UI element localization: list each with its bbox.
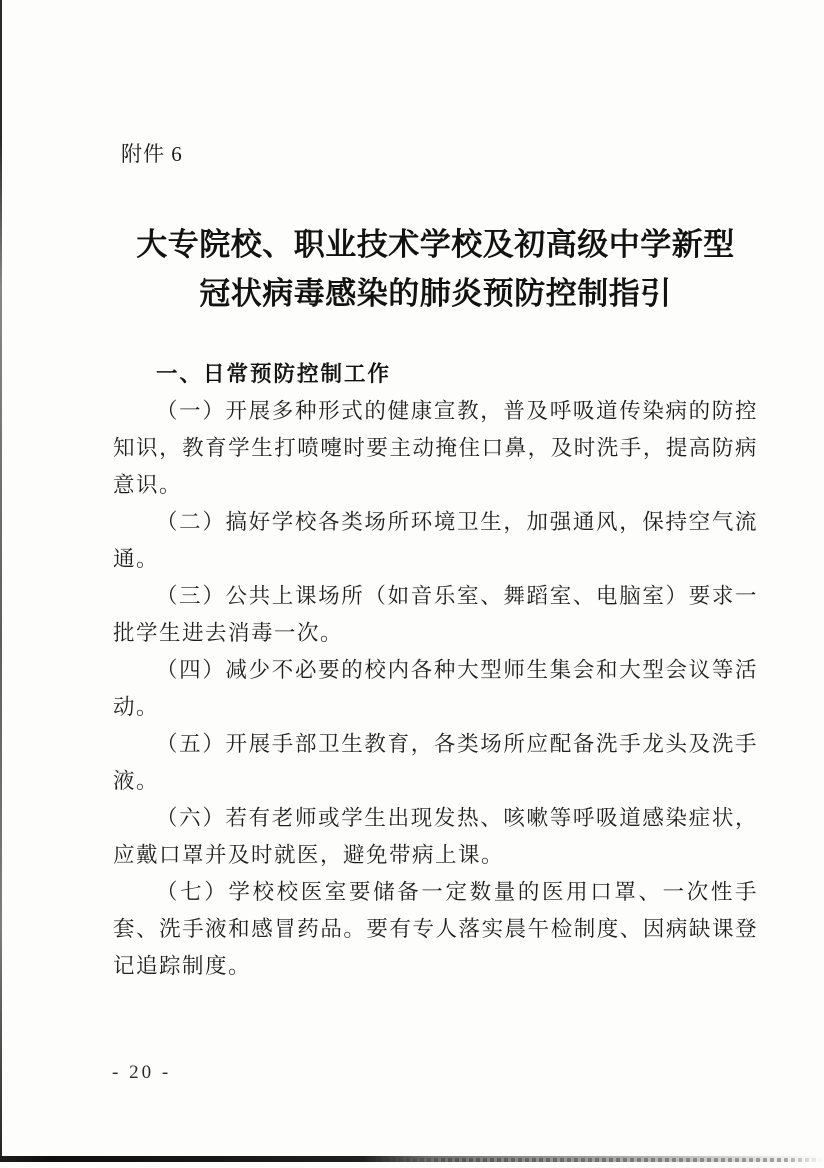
attachment-label: 附件 6 xyxy=(121,142,183,166)
scan-bottom-artifact xyxy=(0,1156,824,1162)
section-heading: 一、日常预防控制工作 xyxy=(156,362,392,386)
paragraph-4: （四）减少不必要的校内各种大型师生集会和大型会议等活动。 xyxy=(113,658,758,719)
document-title xyxy=(113,220,758,318)
document-title-line-1: 大专院校、职业技术学校及初高级中学新型 xyxy=(136,227,735,262)
paragraph-6: （六）若有老师或学生出现发热、咳嗽等呼吸道感染症状，应戴口罩并及时就医，避免带病上课。 xyxy=(113,806,758,867)
page-number: - 20 - xyxy=(112,1062,172,1083)
scan-left-edge-line xyxy=(0,0,2,1160)
paragraph-2: （二）搞好学校各类场所环境卫生，加强通风，保持空气流通。 xyxy=(113,510,758,571)
paragraph-1: （一）开展多种形式的健康宣教，普及呼吸道传染病的防控知识，教育学生打喷嚏时要主动掩住口鼻，及时洗手，提高防病意识。 xyxy=(113,399,758,497)
paragraph-7: （七）学校校医室要储备一定数量的医用口罩、一次性手套、洗手液和感冒药品。要有专人落实晨午检制度、因病缺课登记追踪制度。 xyxy=(113,880,758,978)
document-body xyxy=(113,356,758,985)
document-title-line-2: 冠状病毒感染的肺炎预防控制指引 xyxy=(199,276,672,311)
paragraph-3: （三）公共上课场所（如音乐室、舞蹈室、电脑室）要求一批学生进去消毒一次。 xyxy=(113,584,758,645)
paragraph-5: （五）开展手部卫生教育，各类场所应配备洗手龙头及洗手液。 xyxy=(113,732,758,793)
